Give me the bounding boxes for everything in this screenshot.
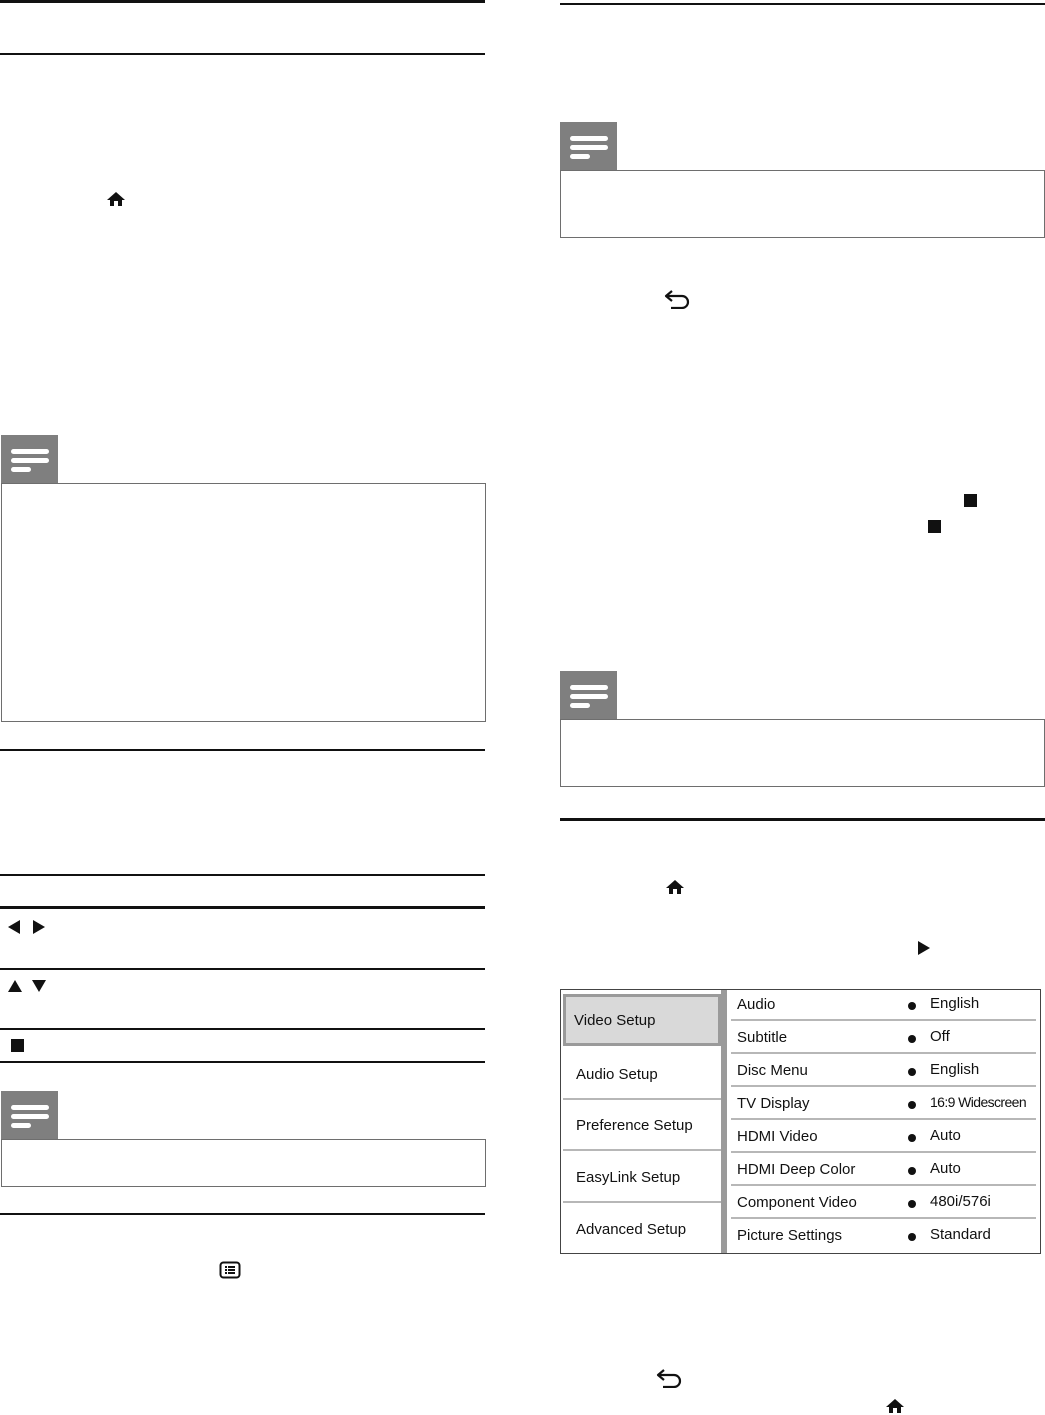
note-box xyxy=(560,719,1045,787)
back-icon xyxy=(656,1368,684,1388)
option-label: Picture Settings xyxy=(737,1227,843,1244)
option-value: Standard xyxy=(930,1226,991,1243)
table-rule xyxy=(0,874,485,876)
bullet-icon xyxy=(908,1068,916,1076)
note-icon xyxy=(560,671,617,719)
stop-icon xyxy=(11,1039,24,1052)
option-hdmi-deep-color[interactable] xyxy=(731,1155,1036,1186)
stop-icon xyxy=(928,520,941,533)
option-audio[interactable] xyxy=(731,990,1036,1021)
category-preference-setup[interactable]: Preference Setup xyxy=(563,1101,721,1151)
option-hdmi-video[interactable] xyxy=(731,1122,1036,1153)
option-label: Component Video xyxy=(737,1194,857,1211)
note-icon xyxy=(560,122,617,170)
right-arrow-icon xyxy=(918,941,930,955)
option-label: HDMI Deep Color xyxy=(737,1161,856,1178)
setup-category-list xyxy=(563,992,721,1251)
option-label: Subtitle xyxy=(737,1029,788,1046)
option-value: Auto xyxy=(930,1127,961,1144)
right-arrow-icon xyxy=(33,920,45,934)
note-box xyxy=(1,483,486,722)
table-rule xyxy=(0,1061,485,1063)
section-rule xyxy=(0,749,485,751)
option-label: Disc Menu xyxy=(737,1062,808,1079)
table-rule xyxy=(0,968,485,970)
category-advanced-setup[interactable]: Advanced Setup xyxy=(576,1220,687,1238)
back-icon xyxy=(664,289,692,309)
option-label: TV Display xyxy=(737,1095,810,1112)
table-rule xyxy=(0,906,485,909)
option-value: 16:9 Widescreen xyxy=(930,1094,1027,1110)
down-arrow-icon xyxy=(32,980,46,992)
option-value: Auto xyxy=(930,1160,961,1177)
category-audio-setup[interactable]: Audio Setup xyxy=(563,1050,721,1100)
option-value: Off xyxy=(930,1028,950,1045)
table-rule xyxy=(0,1028,485,1030)
bullet-icon xyxy=(908,1200,916,1208)
home-icon xyxy=(885,1398,905,1414)
section-rule xyxy=(560,818,1045,821)
setup-menu xyxy=(560,989,1041,1254)
bullet-icon xyxy=(908,1233,916,1241)
home-icon xyxy=(665,879,685,895)
category-easylink-setup[interactable]: EasyLink Setup xyxy=(563,1153,721,1203)
up-arrow-icon xyxy=(8,980,22,992)
bullet-icon xyxy=(908,1101,916,1109)
option-picture-settings[interactable] xyxy=(731,1221,1036,1252)
option-value: English xyxy=(930,995,980,1012)
section-rule xyxy=(0,53,485,55)
subtitle-icon xyxy=(219,1261,241,1279)
menu-divider xyxy=(721,990,727,1253)
section-rule xyxy=(560,3,1045,5)
category-video-setup[interactable]: Video Setup xyxy=(563,994,721,1046)
option-value: 480i/576i xyxy=(930,1193,991,1210)
option-component-video[interactable] xyxy=(731,1188,1036,1219)
option-label: Audio xyxy=(737,996,776,1013)
bullet-icon xyxy=(908,1167,916,1175)
stop-icon xyxy=(964,494,977,507)
option-value: English xyxy=(930,1061,980,1078)
option-subtitle[interactable] xyxy=(731,1023,1036,1054)
note-icon xyxy=(1,435,58,483)
option-label: HDMI Video xyxy=(737,1128,818,1145)
note-box xyxy=(1,1139,486,1187)
section-rule xyxy=(0,0,485,3)
note-icon xyxy=(1,1091,58,1139)
note-box xyxy=(560,170,1045,238)
section-rule xyxy=(0,1213,485,1215)
option-disc-menu[interactable] xyxy=(731,1056,1036,1087)
bullet-icon xyxy=(908,1035,916,1043)
bullet-icon xyxy=(908,1134,916,1142)
left-arrow-icon xyxy=(8,920,20,934)
bullet-icon xyxy=(908,1002,916,1010)
option-tv-display[interactable] xyxy=(731,1089,1036,1120)
home-icon xyxy=(106,191,126,207)
